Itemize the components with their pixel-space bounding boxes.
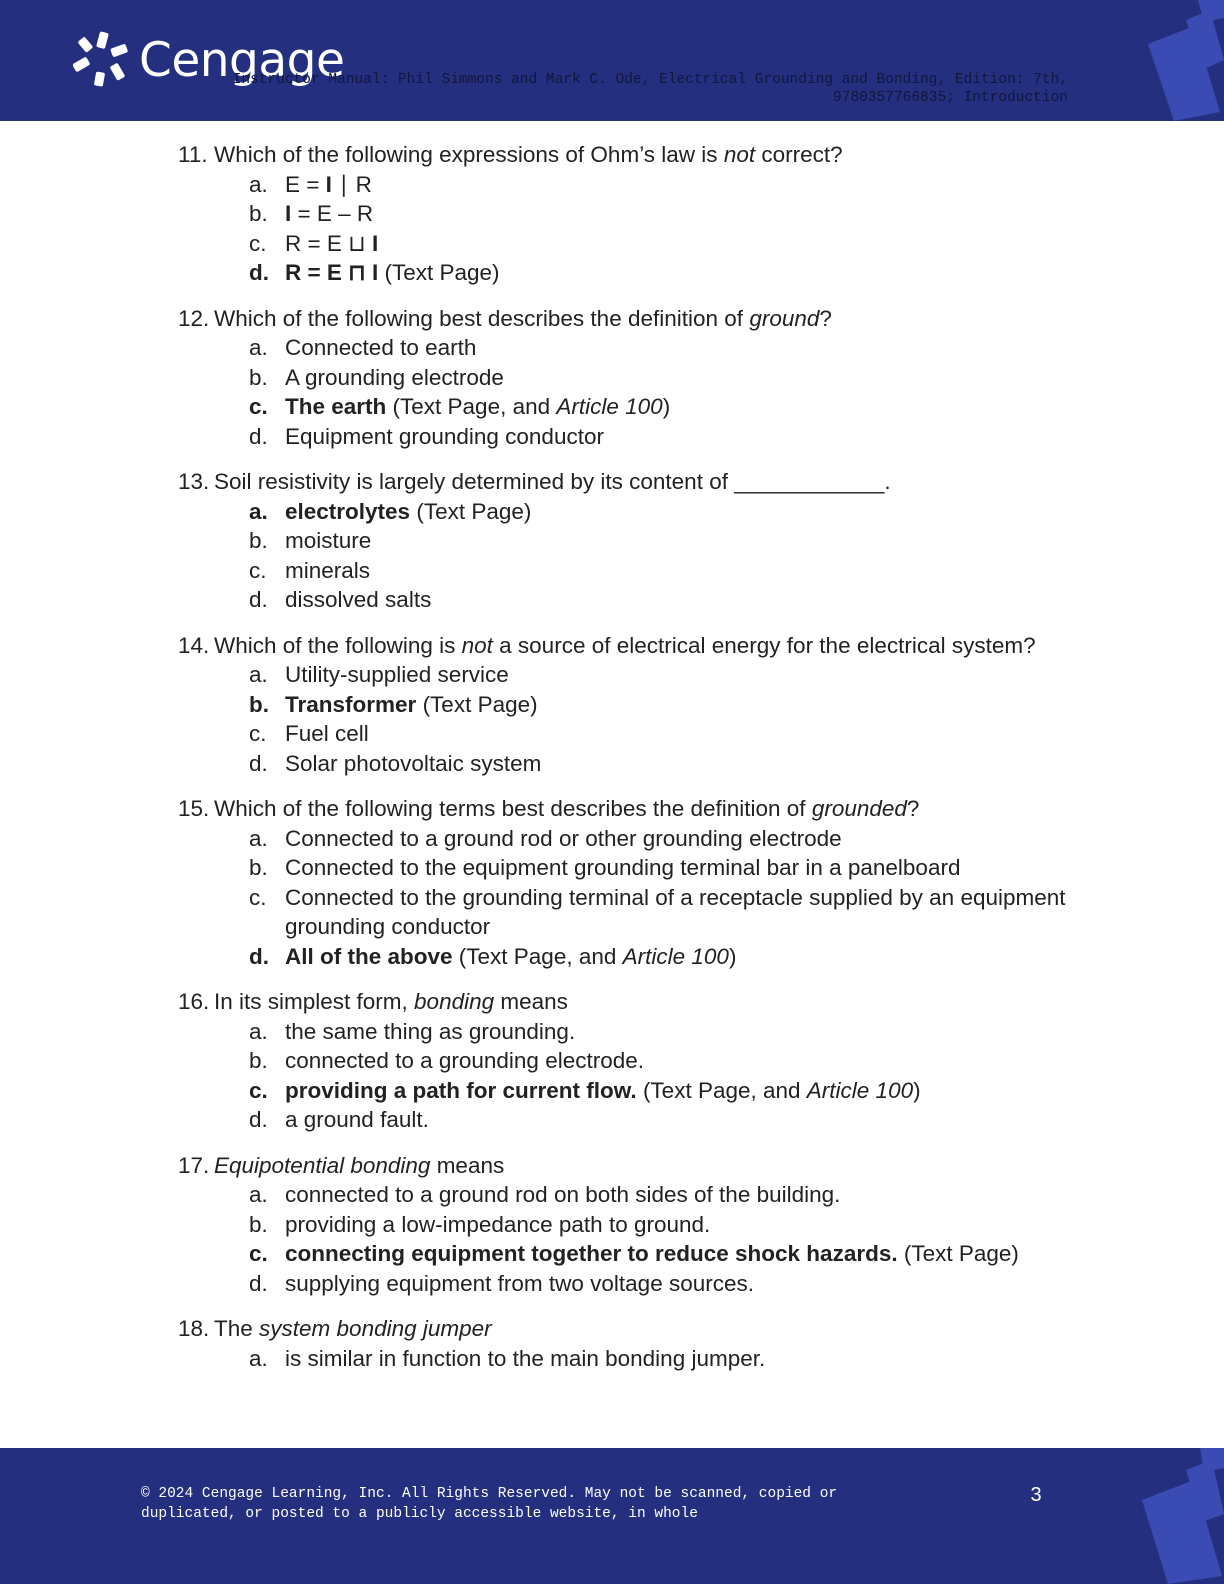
question-text xyxy=(214,1314,1044,1344)
option-letter: d. xyxy=(249,260,269,285)
answer-option-correct xyxy=(0,258,1224,288)
question-text xyxy=(214,987,1044,1017)
option-letter: b. xyxy=(249,691,269,717)
question-text-segment: Which of the following terms best describes the definition of xyxy=(214,796,812,821)
answer-option xyxy=(0,422,1224,452)
option-letter: d. xyxy=(249,1270,268,1296)
article-reference: Article 100 xyxy=(622,943,729,969)
question-12 xyxy=(0,304,1224,452)
question-text xyxy=(214,631,1044,661)
option-text-value: providing a low-impedance path to ground. xyxy=(285,1211,711,1237)
option-text xyxy=(285,258,1074,288)
question-11 xyxy=(0,140,1224,288)
page-number: 3 xyxy=(1030,1484,1042,1506)
formula-part: E = xyxy=(285,171,326,197)
text-reference: (Text Page) xyxy=(897,1241,1019,1266)
article-reference: Article 100 xyxy=(806,1077,914,1103)
text-reference: (Text Page) xyxy=(378,260,500,285)
text-reference: (Text Page) xyxy=(416,691,538,717)
option-letter: c. xyxy=(249,1241,268,1266)
option-text xyxy=(285,422,1074,452)
option-text-value: Connected to earth xyxy=(285,335,477,360)
question-text xyxy=(214,794,1044,824)
option-text-value: moisture xyxy=(285,528,372,553)
answer-option xyxy=(0,1210,1224,1240)
text-reference: (Text Page, and xyxy=(452,943,623,969)
question-stem xyxy=(0,794,1224,824)
formula-current-symbol: I xyxy=(325,171,332,197)
option-letter: b. xyxy=(249,855,268,880)
emphasized-term: Equipotential bonding xyxy=(214,1152,431,1178)
question-18 xyxy=(0,1314,1224,1373)
question-number: 14. xyxy=(178,632,210,658)
question-number: 16. xyxy=(178,989,210,1014)
formula-part: ∣ R xyxy=(331,171,372,197)
question-16 xyxy=(0,987,1224,1135)
text-reference: (Text Page) xyxy=(410,498,532,524)
formula-current-symbol: I xyxy=(285,201,292,226)
question-text-segment: means xyxy=(494,989,568,1014)
citation-line-1: Instructor Manual: Phil Simmons and Mark C. Ode, Electrical Grounding and Bonding, Edition: 7th, xyxy=(232,72,1068,88)
question-stem xyxy=(0,140,1224,170)
option-text xyxy=(285,1210,1074,1240)
option-letter: b. xyxy=(249,201,268,226)
question-number: 17. xyxy=(178,1152,210,1178)
question-stem xyxy=(0,467,1224,497)
option-text-value: A grounding electrode xyxy=(285,364,504,390)
option-letter: d. xyxy=(249,943,269,969)
question-17 xyxy=(0,1151,1224,1299)
question-text-segment: The xyxy=(214,1316,260,1341)
answer-option xyxy=(0,526,1224,556)
option-text-value: supplying equipment from two voltage sources. xyxy=(285,1270,754,1296)
correct-answer-text: providing a path for current flow. xyxy=(285,1077,637,1103)
option-text xyxy=(285,199,1074,229)
option-letter: d. xyxy=(249,423,268,449)
question-list xyxy=(0,140,1224,1389)
emphasized-term: grounded xyxy=(811,796,907,821)
option-text xyxy=(285,1344,1074,1374)
option-text-value: Utility-supplied service xyxy=(285,662,509,687)
emphasized-term: system bonding jumper xyxy=(259,1316,492,1341)
answer-option xyxy=(0,1269,1224,1299)
answer-option xyxy=(0,1344,1224,1374)
option-letter: a. xyxy=(249,335,268,360)
text-reference-end: ) xyxy=(913,1077,921,1103)
correct-answer-text: R = E ⊓ I xyxy=(285,260,379,285)
question-stem xyxy=(0,987,1224,1017)
question-text xyxy=(214,1151,1044,1181)
answer-option xyxy=(0,1180,1224,1210)
option-text-value: dissolved salts xyxy=(285,587,432,612)
question-number: 11. xyxy=(178,142,208,167)
option-text xyxy=(285,1076,1074,1106)
answer-option-correct xyxy=(0,497,1224,527)
question-number: 12. xyxy=(178,305,210,331)
option-text xyxy=(285,749,1074,779)
question-stem xyxy=(0,1151,1224,1181)
question-text xyxy=(214,304,1044,334)
option-letter: b. xyxy=(249,364,268,390)
copyright-notice: © 2024 Cengage Learning, Inc. All Rights Reserved. May not be scanned, copied or duplicated, or posted to a publicly accessible website, in whole xyxy=(141,1486,838,1522)
article-reference: Article 100 xyxy=(556,394,663,419)
decorative-corner-graphic xyxy=(1140,0,1224,121)
question-stem xyxy=(0,304,1224,334)
answer-option xyxy=(0,556,1224,586)
option-text xyxy=(285,853,1074,883)
option-text-value: Connected to the grounding terminal of a receptacle supplied by an equipment grounding conductor xyxy=(285,884,1066,939)
answer-option xyxy=(0,1017,1224,1047)
decorative-corner-graphic xyxy=(1138,1448,1224,1584)
answer-option xyxy=(0,333,1224,363)
answer-option xyxy=(0,660,1224,690)
option-letter: c. xyxy=(249,394,268,419)
answer-option xyxy=(0,853,1224,883)
answer-option-correct xyxy=(0,1239,1224,1269)
option-text xyxy=(285,690,1074,720)
question-stem xyxy=(0,1314,1224,1344)
answer-option-correct xyxy=(0,942,1224,972)
answer-option-correct xyxy=(0,1076,1224,1106)
answer-option xyxy=(0,585,1224,615)
cengage-logo-icon xyxy=(73,30,133,90)
option-text xyxy=(285,1269,1074,1299)
option-text xyxy=(285,719,1074,749)
option-letter: a. xyxy=(249,825,268,851)
option-text xyxy=(285,363,1074,393)
option-text-value: connected to a ground rod on both sides of the building. xyxy=(285,1182,841,1207)
option-letter: d. xyxy=(249,750,268,776)
text-reference: (Text Page, and xyxy=(386,394,557,419)
answer-option xyxy=(0,199,1224,229)
question-text-segment: ? xyxy=(906,796,920,821)
option-text-value: Equipment grounding conductor xyxy=(285,423,604,449)
question-text-segment: Soil resistivity is largely determined by its content of ____________. xyxy=(214,469,891,494)
option-text xyxy=(285,526,1074,556)
question-number: 13. xyxy=(178,469,210,494)
text-reference-end: ) xyxy=(662,394,671,419)
option-letter: a. xyxy=(249,171,268,197)
option-text xyxy=(285,1046,1074,1076)
answer-option xyxy=(0,749,1224,779)
option-text xyxy=(285,585,1074,615)
option-text-value: a ground fault. xyxy=(285,1107,429,1132)
option-letter: d. xyxy=(249,1107,268,1132)
question-stem xyxy=(0,631,1224,661)
question-text-segment: Which of the following best describes the definition of xyxy=(214,305,750,331)
correct-answer-text: electrolytes xyxy=(285,498,411,524)
formula-current-symbol: I xyxy=(371,230,379,256)
question-15 xyxy=(0,794,1224,971)
formula-part: R = E ⊔ xyxy=(285,230,372,256)
brand-wordmark: Cengage xyxy=(139,32,345,88)
option-text xyxy=(285,333,1074,363)
answer-option xyxy=(0,719,1224,749)
option-text xyxy=(285,824,1074,854)
question-13 xyxy=(0,467,1224,615)
citation-line-2: 9780357766835; Introduction xyxy=(833,90,1068,106)
correct-answer-text: Transformer xyxy=(285,691,417,717)
question-text-segment: means xyxy=(430,1152,505,1178)
option-text-value: the same thing as grounding. xyxy=(285,1018,576,1044)
correct-answer-text: All of the above xyxy=(285,943,453,969)
option-text xyxy=(285,556,1074,586)
emphasized-term: not xyxy=(461,632,493,658)
answer-option xyxy=(0,1046,1224,1076)
option-letter: b. xyxy=(249,1048,268,1073)
question-text-segment: Which of the following expressions of Ohm’s law is xyxy=(214,142,724,167)
question-number: 15. xyxy=(178,796,210,821)
option-letter: c. xyxy=(249,884,267,910)
text-reference-end: ) xyxy=(728,943,737,969)
page-header xyxy=(0,0,1224,121)
question-text xyxy=(214,467,1044,497)
option-text xyxy=(285,1239,1074,1269)
question-text-segment: correct? xyxy=(755,142,843,167)
option-letter: b. xyxy=(249,1211,268,1237)
option-text-value: Fuel cell xyxy=(285,721,369,746)
option-text xyxy=(285,1017,1074,1047)
option-text xyxy=(285,229,1074,259)
option-letter: a. xyxy=(249,498,268,524)
text-reference: (Text Page, and xyxy=(636,1077,807,1103)
option-text-value: minerals xyxy=(285,557,371,583)
question-number: 18. xyxy=(178,1316,210,1341)
option-text xyxy=(285,660,1074,690)
question-text-segment: In its simplest form, xyxy=(214,989,415,1014)
question-14 xyxy=(0,631,1224,779)
option-text xyxy=(285,1105,1074,1135)
option-letter: c. xyxy=(249,721,267,746)
question-text-segment: a source of electrical energy for the electrical system? xyxy=(492,632,1036,658)
option-text xyxy=(285,1180,1074,1210)
answer-option-correct xyxy=(0,392,1224,422)
option-text xyxy=(285,497,1074,527)
answer-option-correct xyxy=(0,690,1224,720)
answer-option xyxy=(0,824,1224,854)
answer-option xyxy=(0,1105,1224,1135)
answer-option xyxy=(0,170,1224,200)
emphasized-term: not xyxy=(723,142,756,167)
answer-option xyxy=(0,883,1224,942)
option-text xyxy=(285,170,1074,200)
option-text xyxy=(285,392,1074,422)
option-letter: c. xyxy=(249,230,267,256)
option-letter: d. xyxy=(249,587,268,612)
correct-answer-text: The earth xyxy=(285,394,387,419)
option-letter: a. xyxy=(249,662,268,687)
option-text-value: Connected to a ground rod or other grounding electrode xyxy=(285,825,842,851)
option-letter: c. xyxy=(249,557,267,583)
question-text-segment: Which of the following is xyxy=(214,632,462,658)
formula-part: = E – R xyxy=(291,201,374,226)
emphasized-term: ground xyxy=(749,305,820,331)
option-letter: a. xyxy=(249,1018,268,1044)
correct-answer-text: connecting equipment together to reduce shock hazards. xyxy=(285,1241,898,1266)
option-text-value: Connected to the equipment grounding terminal bar in a panelboard xyxy=(285,855,961,880)
option-letter: a. xyxy=(249,1182,268,1207)
option-letter: a. xyxy=(249,1345,268,1371)
answer-option xyxy=(0,363,1224,393)
answer-option xyxy=(0,229,1224,259)
option-text-value: is similar in function to the main bonding jumper. xyxy=(285,1345,766,1371)
header-citation xyxy=(150,71,1068,107)
option-text xyxy=(285,942,1074,972)
option-letter: c. xyxy=(249,1077,268,1103)
option-text-value: Solar photovoltaic system xyxy=(285,750,542,776)
option-letter: b. xyxy=(249,528,268,553)
option-text-value: connected to a grounding electrode. xyxy=(285,1048,645,1073)
option-text xyxy=(285,883,1074,942)
question-text xyxy=(214,140,1044,170)
emphasized-term: bonding xyxy=(414,989,495,1014)
question-text-segment: ? xyxy=(819,305,832,331)
